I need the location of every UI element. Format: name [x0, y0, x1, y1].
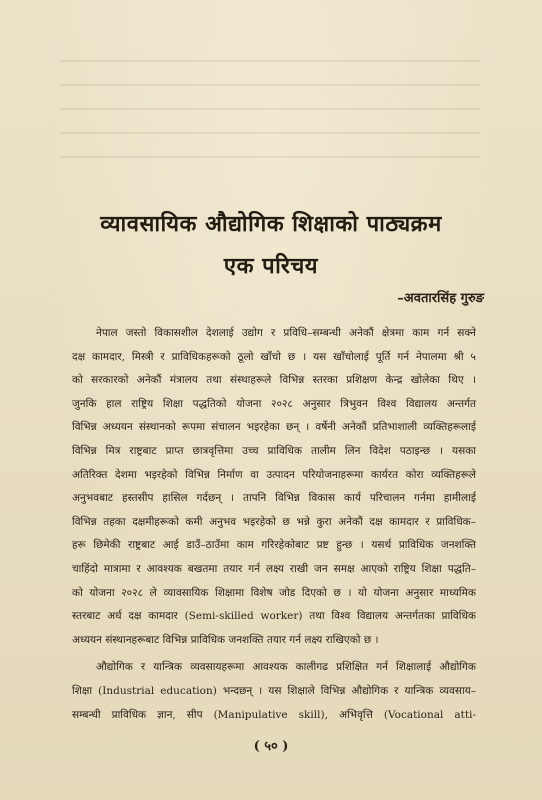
article-title-line-1: व्यावसायिक औद्योगिक शिक्षाको पाठ्यक्रम	[100, 211, 442, 237]
page-number: ( ५० )	[253, 739, 289, 754]
body-line: अध्ययन संस्थानहरूबाट विभिन्न प्राविधिक जनशक्ति तयार गर्न लक्ष्य राखिएको छ ।	[72, 633, 379, 646]
body-line: हरू छिमेकी राष्ट्रबाट आई डाउँ–ठाउँमा काम गरिरहेकोबाट प्रष्ट हुन्छ । यसर्थ प्राविधिक जनशक्ति	[72, 539, 476, 552]
body-line: जुनकि हाल राष्ट्रिय शिक्षा पद्धतिको योजना २०२८ अनुसार त्रिभुवन विश्व विद्यालय अन्तर्गत	[72, 397, 476, 410]
body-line: अनुभवबाट हस्तसीप हासिल गर्दछन् । तापनि विभिन्न विकास कार्य परिचालन गर्नमा हामीलाई	[72, 492, 476, 505]
article-title-line-2: एक परिचय	[223, 253, 319, 279]
body-line: शिक्षा (Industrial education) भन्दछन् । यस शिक्षाले विभिन्न औद्योगिक र यान्त्रिक व्यवसाय–	[72, 684, 476, 697]
show-through-text	[60, 60, 480, 180]
body-line: अतिरिक्त देशमा भइरहेको विभिन्न निर्माण वा उत्पादन परियोजनाहरूमा कार्यरत कोरा व्यक्तिहरूले	[72, 468, 476, 481]
body-line: विभिन्न मित्र राष्ट्रबाट प्राप्त छात्रवृत्तिमा उच्च प्राविधिक तालीम लिन विदेश पठाइन्छ । यसका	[72, 444, 476, 457]
body-line: को सरकारको अनेकौं मंत्रालय तथा संस्थाहरूले विभिन्न स्तरका प्रशिक्षण केन्द्र खोलेका थिए ।	[72, 374, 476, 387]
body-line: को योजना २०२८ ले व्यावसायिक शिक्षामा विशेष जोड दिएको छ । यो योजना अनुसार माध्यमिक	[72, 586, 476, 599]
body-line: विभिन्न तहका दक्षमीहरूको कमी अनुभव भइरहेको छ भन्ने कुरा अनेकौं दक्ष कामदार र प्राविधिक–	[72, 515, 476, 528]
body-line: चाहिंदो मात्रामा र आवश्यक बखतमा तयार गर्न लक्ष्य राखी जन समक्ष आएको राष्ट्रिय शिक्षा पद्धति–	[72, 562, 476, 575]
author-name: –अवतारसिंह गुरुङ	[397, 291, 484, 306]
body-line: नेपाल जस्तो विकासशील देशलाई उद्योग र प्रविधि–सम्बन्धी अनेकौं क्षेत्रमा काम गर्न सक्ने	[96, 327, 476, 339]
body-line: सम्बन्धी प्राविधिक ज्ञान, सीप (Manipulative skill), अभिवृत्ति (Vocational atti-	[72, 708, 476, 721]
body-line: औद्योगिक र यान्त्रिक व्यवसायहरूमा आवश्यक कालीगढ प्रशिक्षित गर्न शिक्षालाई औद्योगिक	[96, 661, 476, 674]
body-line: दक्ष कामदार, मिस्त्री र प्राविधिकहरूको ठूलो खाँचो छ । यस खाँचोलाई पूर्ति गर्न नेपालमा श्री ५	[72, 350, 476, 363]
body-line: स्तरबाट अर्ध दक्ष कामदार (Semi-skilled worker) तथा विश्व विद्यालय अन्तर्गतका प्राविधिक	[72, 610, 476, 623]
article-body	[72, 322, 476, 727]
body-line: विभिन्न अध्ययन संस्थानको रूपमा संचालन भइरहेका छन् । वर्षेनी अनेकौं प्रतिभाशाली व्यक्तिहरूलाई	[72, 421, 476, 434]
